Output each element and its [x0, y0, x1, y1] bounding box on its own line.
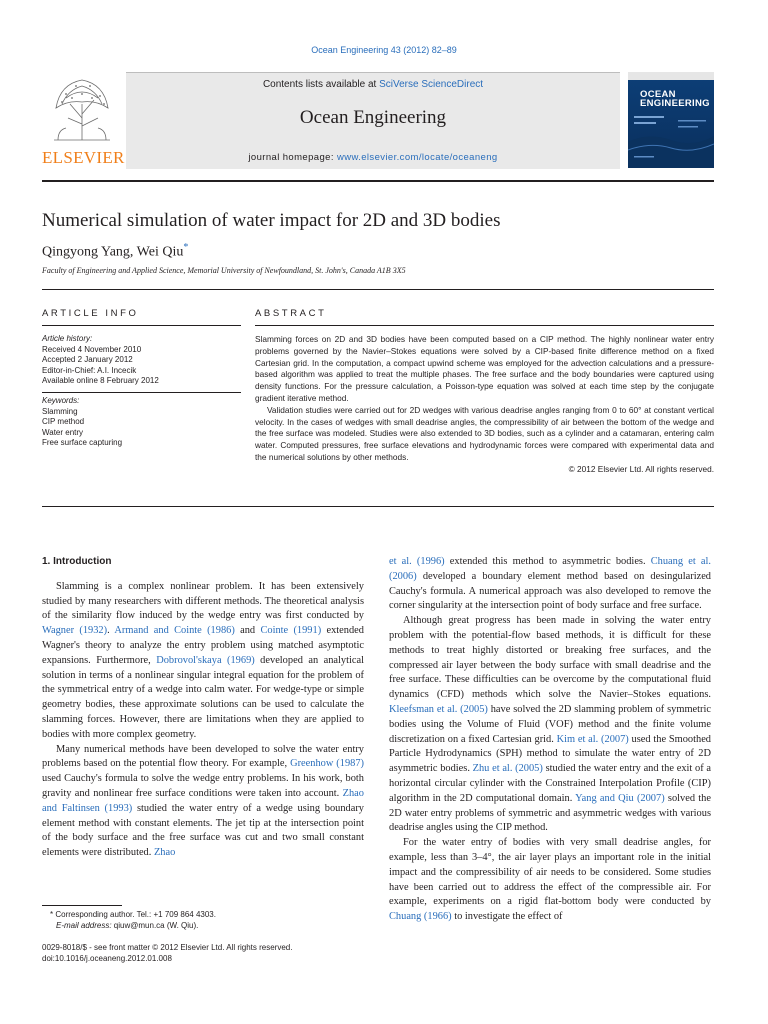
corresponding-author-note: * Corresponding author. Tel.: +1 709 864 4303.: [50, 910, 216, 919]
reference-link[interactable]: et al. (1996): [389, 556, 445, 567]
journal-banner: [42, 70, 714, 178]
homepage-prefix: journal homepage:: [248, 152, 337, 163]
reference-link[interactable]: Zhu et al. (2005): [472, 763, 543, 775]
keyword-item: Free surface capturing: [42, 438, 123, 447]
reference-link[interactable]: Cointe (1991): [260, 625, 322, 637]
email-link[interactable]: qiuw@mun.ca (W. Qiu).: [111, 921, 199, 930]
keywords-label: Keywords:: [42, 396, 80, 405]
history-label: Article history:: [42, 334, 93, 343]
sciencedirect-link[interactable]: SciVerse ScienceDirect: [379, 79, 484, 90]
author-affiliation: Faculty of Engineering and Applied Science, Memorial University of Newfoundland, St. John's, Canada A1B 3X5: [42, 266, 406, 275]
abstract-divider: [42, 506, 714, 507]
keywords: [42, 396, 241, 449]
article-title: Numerical simulation of water impact for 2D and 3D bodies: [42, 210, 501, 231]
title-divider: [42, 289, 714, 290]
intro-paragraph-2-cont: [389, 555, 711, 614]
keyword-item: Slamming: [42, 406, 78, 416]
intro-paragraph-2: [42, 743, 364, 861]
elsevier-tree-icon: [46, 74, 118, 142]
text-run: .: [107, 625, 115, 637]
reference-link[interactable]: Armand and Cointe (1986): [114, 625, 235, 637]
history-received: Received 4 November 2010: [42, 344, 142, 354]
contents-prefix: Contents lists available at: [262, 79, 380, 90]
journal-cover[interactable]: [628, 72, 714, 168]
elsevier-logo: [42, 70, 125, 167]
text-run: Many numerical methods have been developed to solve the water entry problems based on the potential flow theory. For example,: [42, 743, 364, 770]
text-run: Although great progress has been made in solving the water entry problem with the potential-flow based methods, it is difficult for these methods to treat highly distorted or breaking free surfaces, and the compressed air layer between the body surface with small deadrise and the free surface. These difficulties can be overcome by the computational fluid dynamics (CFD) methods which solve the Navier–Stokes equations.: [389, 615, 711, 701]
intro-paragraph-1: [42, 580, 364, 743]
homepage-link[interactable]: www.elsevier.com/locate/oceaneng: [336, 152, 498, 163]
text-run: extended this method to asymmetric bodies.: [444, 556, 651, 567]
text-run: extended Wagner's theory to analyze the entry problem using matched asymptotic expansions. Furthermore,: [42, 625, 364, 666]
cover-title-line1: OCEAN: [640, 89, 676, 100]
article-history: [42, 334, 241, 387]
reference-link[interactable]: Greenhow (1987): [290, 758, 365, 770]
abstract-rule: [255, 325, 714, 326]
section-heading-introduction: 1. Introduction: [42, 556, 112, 567]
banner-divider: [42, 180, 714, 182]
homepage-line: [126, 152, 620, 163]
text-run: For the water entry of bodies with very small deadrise angles, for example, less than 3–4°, the air layer plays an important role in the initial impact and the compressibility of air needs to be considered. Some studies have been carried out to address the effect of the compressible air. For example, experiments on a rigid flat-bottom body were conducted by: [389, 837, 711, 908]
body-column-left: [42, 555, 364, 861]
footnote: [42, 909, 372, 931]
history-accepted: Accepted 2 January 2012: [42, 355, 133, 364]
front-matter: [42, 942, 372, 964]
article-info-rule: [42, 325, 241, 326]
reference-link[interactable]: Chuang (1966): [389, 911, 452, 923]
reference-link[interactable]: Kim et al. (2007): [556, 733, 629, 745]
corresponding-author-mark[interactable]: *: [183, 242, 189, 253]
journal-name: Ocean Engineering: [299, 107, 447, 128]
reference-link[interactable]: Kleefsman et al. (2005): [389, 703, 488, 715]
cover-title-line2: ENGINEERING: [640, 98, 710, 109]
cover-title: [640, 90, 710, 108]
journal-citation[interactable]: Ocean Engineering 43 (2012) 82–89: [311, 45, 457, 55]
text-run: developed a boundary element method based on desingularized Cauchy's formula. A numerical approach was also developed to remove the corner singularity at the intersection point of body surface and free surface.: [389, 570, 711, 612]
text-run: solved the 2D water entry problems of symmetric and asymmetric wedges with various deadrise angles using the CIP method.: [389, 792, 711, 834]
article-authors: [42, 242, 188, 261]
footnote-rule: [42, 905, 122, 906]
email-label: E-mail address:: [56, 921, 112, 930]
abstract-heading: ABSTRACT: [255, 308, 327, 319]
cover-wave-icon: [628, 72, 714, 168]
intro-paragraph-4: [389, 836, 711, 925]
text-run: used Cauchy's formula to solve the wedge entry problems. In his work, both gravity and nonlinear free surface conditions were taken into account.: [42, 773, 364, 799]
abstract-paragraph-2: Validation studies were carried out for 2D wedges with various deadrise angles ranging from 0 to 60° at constant vertical velocity. In the cases of wedges with small deadrise angles, the compressibility of air between the bottom of the wedge and the free surface was modeled. Studies were also extended to 3D bodies, such as a cylinder and a catamaran, entering calm water. Computed pressures, free surface elevations and hydrodynamic forces were compared with experimental data and the numerical solutions by other methods.: [255, 404, 714, 462]
history-divider: [42, 392, 241, 393]
reference-link[interactable]: Wagner (1932): [42, 625, 108, 637]
abstract-copyright: © 2012 Elsevier Ltd. All rights reserved.: [568, 463, 714, 474]
reference-link[interactable]: Zhao: [153, 847, 176, 859]
text-run: studied the water entry and the exit of a horizontal circular cylinder with the Constrained Interpolation Profile (CIP) algorithm in the 2D computational domain.: [389, 763, 711, 804]
author-names: Qingyong Yang, Wei Qiu: [42, 244, 184, 260]
journal-info-box: [126, 72, 620, 169]
text-run: studied the water entry of a wedge using boundary element method with constant elements. The jet tip at the intersection point of the body surface and the free surface was cut and two small constant elements were distributed.: [42, 802, 364, 859]
text-run: Slamming is a complex nonlinear problem. It has been extensively studied by many researchers with different methods. The theoretical analysis of the similarity flow induced by the wedge entry was first conducted by: [42, 580, 364, 622]
reference-link[interactable]: Dobrovol'skaya (1969): [156, 654, 255, 666]
body-column-right: [389, 555, 711, 925]
reference-link[interactable]: Zhao and Faltinsen (1993): [42, 787, 364, 814]
reference-link[interactable]: Yang and Qiu (2007): [575, 792, 665, 804]
intro-paragraph-3: [389, 614, 711, 836]
text-run: used the Smoothed Particle Hydrodynamics (SPH) method to simulate the water entry of 2D asymmetric bodies.: [389, 733, 712, 775]
text-run: to investigate the effect of: [451, 911, 563, 923]
elsevier-wordmark: ELSEVIER: [42, 148, 125, 167]
history-editor: Editor-in-Chief: A.I. Incecik: [42, 365, 137, 375]
article-info-heading: ARTICLE INFO: [42, 308, 139, 319]
email-line: [42, 920, 372, 931]
abstract-body: [255, 334, 714, 476]
issn-line: 0029-8018/$ - see front matter © 2012 Elsevier Ltd. All rights reserved.: [42, 943, 293, 952]
keyword-item: Water entry: [42, 427, 84, 437]
contents-line: [126, 79, 620, 90]
reference-link[interactable]: Chuang et al. (2006): [389, 556, 711, 582]
text-run: and: [234, 625, 261, 637]
history-online: Available online 8 February 2012: [42, 376, 159, 385]
keyword-item: CIP method: [42, 417, 85, 426]
text-run: developed an analytical solution in terms of a nonlinear singular integral equation for the problem of the symmetrical entry of a wedge into calm water. For wedge-type or simple geometry bodies, these approximate solutions can be used to calculate the slamming forces. However, there are limitations when they are applied to bodies with more complex geometry.: [42, 654, 364, 740]
text-run: have solved the 2D slamming problem of symmetric bodies using the Volume of Fluid (VOF) method and the finite volume discretization on a fixed Cartesian grid.: [389, 703, 711, 745]
doi-line[interactable]: doi:10.1016/j.oceaneng.2012.01.008: [42, 954, 172, 963]
abstract-paragraph-1: Slamming forces on 2D and 3D bodies have been computed based on a CIP method. The highly nonlinear water entry problems governed by the Navier–Stokes equations were solved by a CIP-based finite difference method on a fixed Cartesian grid. In the computation, a compact upwind scheme was employed for the advection calculations and a pressure-based algorithm was applied to treat the multiple phases. The free surface and the body boundaries were captured using density functions. For the pressure calculation, a Poisson-type equation was solved at each time step by the conjugate gradient iterative method.: [255, 334, 714, 403]
